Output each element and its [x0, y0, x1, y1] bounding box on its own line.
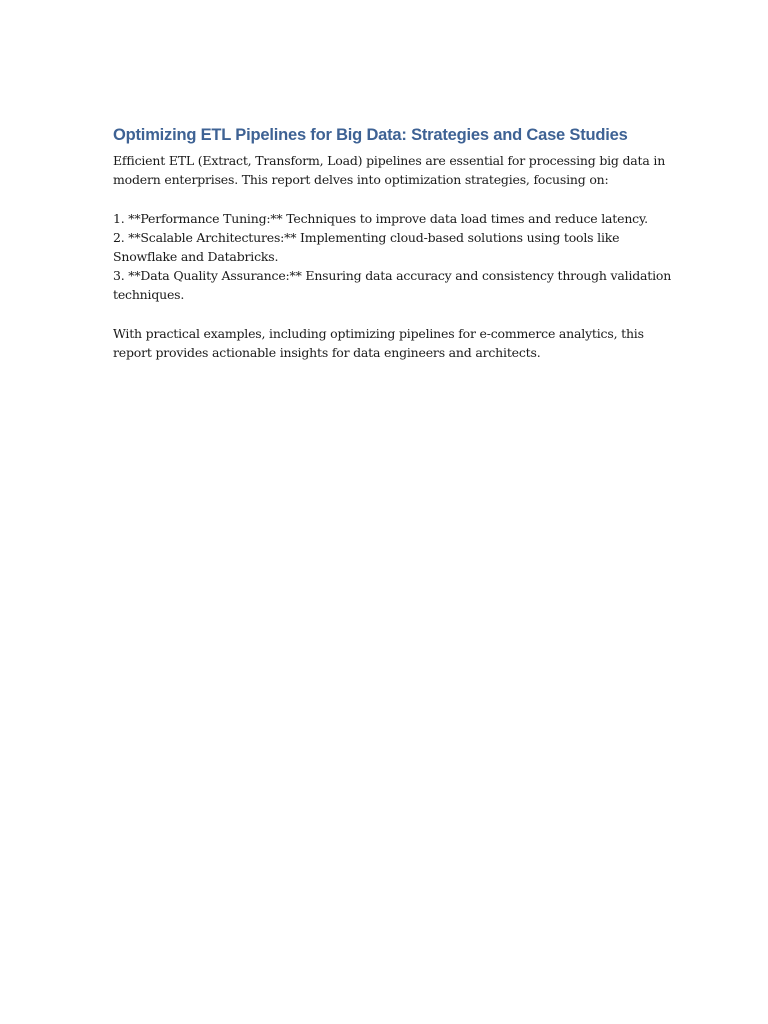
intro-line: Efficient ETL (Extract, Transform, Load) pipelines are essential for processing big data in — [113, 153, 666, 168]
strategy-list — [113, 209, 672, 305]
document-title: Optimizing ETL Pipelines for Big Data: Strategies and Case Studies — [113, 126, 628, 144]
document-body — [113, 124, 672, 362]
list-item-continuation: Snowflake and Databricks. — [113, 249, 279, 264]
list-item: 2. **Scalable Architectures:** Implementing cloud-based solutions using tools like — [113, 229, 620, 245]
paragraph-spacer — [113, 189, 658, 208]
list-item: 3. **Data Quality Assurance:** Ensuring data accuracy and consistency through validation — [113, 268, 672, 284]
paragraph-spacer — [113, 305, 658, 324]
list-item-continuation: techniques. — [113, 287, 185, 303]
intro-paragraph — [113, 151, 666, 189]
conclusion-paragraph — [113, 324, 658, 362]
list-item: 1. **Performance Tuning:** Techniques to improve data load times and reduce latency. — [113, 210, 648, 226]
conclusion-line: With practical examples, including optimizing pipelines for e-commerce analytics, this — [113, 325, 644, 341]
intro-line: modern enterprises. This report delves into optimization strategies, focusing on: — [113, 172, 609, 188]
conclusion-line: report provides actionable insights for data engineers and architects. — [113, 345, 541, 360]
